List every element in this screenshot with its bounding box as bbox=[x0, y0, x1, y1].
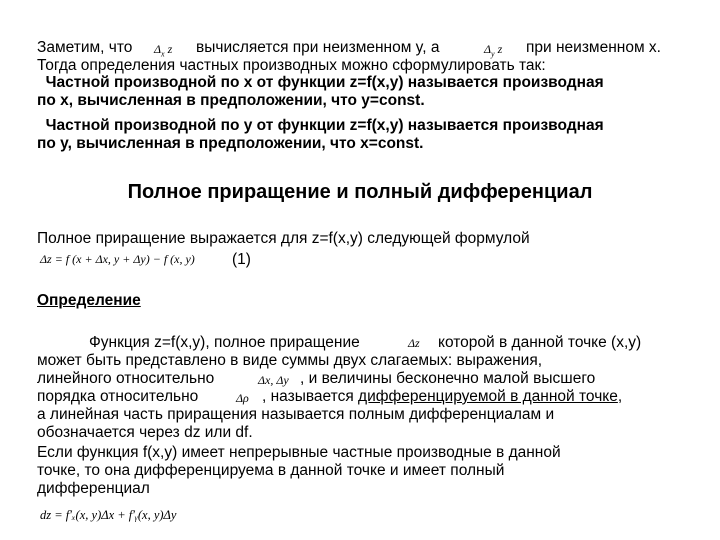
text-line: , называется дифференцируемой в данной точке, bbox=[262, 388, 623, 405]
definition-line: Частной производной по x от функции z=f(x,y) называется производная bbox=[37, 74, 604, 91]
delta-y-z-formula: $\Delta_y$ z bbox=[484, 42, 503, 59]
text-line: может быть представлено в виде суммы двух слагаемых: выражения, bbox=[37, 352, 543, 369]
section-heading: Полное приращение и полный дифференциал bbox=[127, 181, 593, 203]
definition-line: по x, вычисленная в предположении, что y=const. bbox=[37, 92, 425, 109]
delta-x-y-formula: Δx, Δy bbox=[258, 373, 289, 387]
text-line: линейного относительно bbox=[37, 370, 215, 387]
formula-number: (1) bbox=[232, 251, 251, 268]
text-line: Полное приращение выражается для z=f(x,y) следующей формулой bbox=[37, 230, 530, 247]
text-fragment: при неизменном x. bbox=[526, 39, 661, 56]
definition-title: Определение bbox=[37, 292, 141, 309]
text-line: Функция z=f(x,y), полное приращение bbox=[89, 334, 360, 351]
text-fragment: вычисляется при неизменном y, а bbox=[196, 39, 440, 56]
text-line: Если функция f(x,y) имеет непрерывные частные производные в данной bbox=[37, 444, 561, 461]
text-line: а линейная часть приращения называется полным дифференциалам и bbox=[37, 406, 555, 423]
full-increment-formula: Δz = f (x + Δx, y + Δy) − f (x, y) bbox=[40, 252, 195, 266]
text-fragment: Заметим, что bbox=[37, 39, 133, 56]
total-differential-formula: dz = f′ₓ(x, y)Δx + f′ᵧ(x, y)Δy bbox=[40, 508, 177, 522]
delta-z-formula: Δz bbox=[408, 336, 420, 350]
delta-rho-formula: Δρ bbox=[236, 391, 249, 405]
text-line bbox=[37, 39, 132, 57]
text-line: точке, то она дифференцируема в данной точке и имеет полный bbox=[37, 462, 505, 479]
text-line: , и величины бесконечно малой высшего bbox=[300, 370, 596, 387]
text-line: обозначается через dz или df. bbox=[37, 424, 253, 441]
text-line bbox=[196, 39, 440, 57]
definition-line: по y, вычисленная в предположении, что x=const. bbox=[37, 135, 424, 152]
text-line bbox=[526, 39, 661, 57]
delta-x-z-formula: $\Delta_x$ z bbox=[154, 42, 173, 59]
text-line: Тогда определения частных производных можно сформулировать так: bbox=[37, 57, 546, 74]
text-line: которой в данной точке (x,y) bbox=[438, 334, 642, 351]
text-line: порядка относительно bbox=[37, 388, 199, 405]
underlined-term: дифференцируемой в данной точке bbox=[358, 388, 618, 405]
text-line: дифференциал bbox=[37, 480, 150, 497]
definition-line: Частной производной по y от функции z=f(x,y) называется производная bbox=[37, 117, 604, 134]
